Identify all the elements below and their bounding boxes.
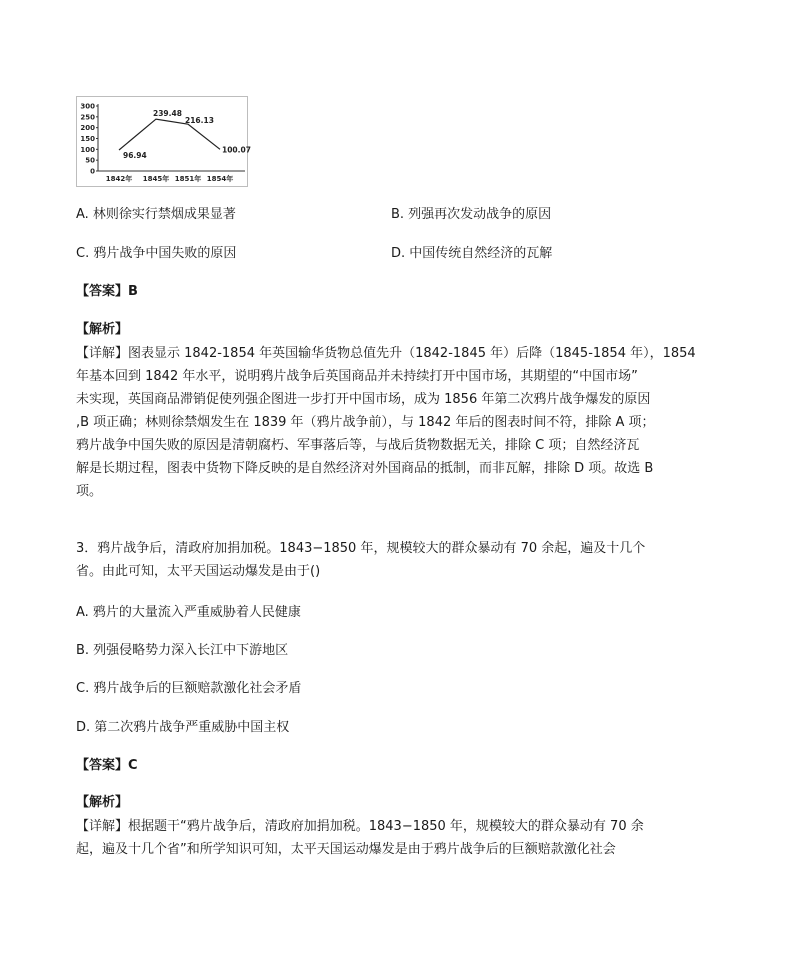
q2-option-c: C. 鸦片战争中国失败的原因 <box>76 246 237 261</box>
q2-option-a: A. 林则徐实行禁烟成果显著 <box>76 207 236 222</box>
y-tick-label: 0 <box>90 167 95 176</box>
y-tick-label: 300 <box>80 102 95 111</box>
q3-stem <box>76 537 645 583</box>
x-tick-label: 1842年 <box>105 175 133 183</box>
x-tick-label: 1854年 <box>206 175 234 183</box>
q2-detail-line: 项。 <box>76 484 103 499</box>
q3-detail <box>76 815 644 861</box>
y-tick-label: 50 <box>85 156 95 165</box>
q2-option-d: D. 中国传统自然经济的瓦解 <box>391 246 553 261</box>
q2-option-b: B. 列强再次发动战争的原因 <box>391 207 552 222</box>
q3-analysis-heading: 【解析】 <box>76 795 129 810</box>
q3-stem-line: 3．鸦片战争后，清政府加捐加税。1843−1850 年，规模较大的群众暴动有 70 余起，遍及十几个 <box>76 541 646 556</box>
q2-detail-line: 鸦片战争中国失败的原因是清朝腐朽、军事落后等，与战后货物数据无关，排除 C 项；自然经济瓦 <box>76 438 640 453</box>
q3-option-c: C. 鸦片战争后的巨额赔款激化社会矛盾 <box>76 681 302 696</box>
data-label: 100.07 <box>222 145 251 155</box>
q3-option-b: B. 列强侵略势力深入长江中下游地区 <box>76 643 289 658</box>
x-tick-label: 1851年 <box>174 175 202 183</box>
y-tick-label: 150 <box>80 135 95 143</box>
x-tick-label: 1845年 <box>142 175 170 183</box>
q3-detail-line: 【详解】根据题干“鸦片战争后，清政府加捐加税。1843−1850 年，规模较大的群众暴动有 70 余 <box>76 819 644 834</box>
q2-detail-line: 未实现，英国商品滞销促使列强企图进一步打开中国市场，成为 1856 年第二次鸦片战争爆发的原因 <box>76 392 651 407</box>
line-chart-svg <box>77 97 251 186</box>
q3-option-a: A. 鸦片的大量流入严重威胁着人民健康 <box>76 605 301 620</box>
data-label: 96.94 <box>123 150 147 160</box>
y-tick-label: 200 <box>80 124 95 133</box>
y-tick-label: 100 <box>80 145 95 154</box>
q3-stem-line: 省。由此可知，太平天国运动爆发是由于() <box>76 564 321 579</box>
data-label: 239.48 <box>153 109 182 119</box>
q2-answer: 【答案】B <box>76 284 138 299</box>
q3-detail-line: 起，遍及十几个省”和所学知识可知，太平天国运动爆发是由于鸦片战争后的巨额赔款激化社会 <box>76 842 616 857</box>
line-chart <box>76 96 251 187</box>
q2-analysis-heading: 【解析】 <box>76 322 129 337</box>
q2-detail <box>76 342 696 503</box>
q2-detail-line: 【详解】图表显示 1842-1854 年英国输华货物总值先升（1842-1845 年）后降（1845-1854 年），1854 <box>76 346 696 361</box>
y-tick-label: 250 <box>80 113 95 122</box>
data-label: 216.13 <box>185 116 214 126</box>
q2-detail-line: 年基本回到 1842 年水平，说明鸦片战争后英国商品并未持续打开中国市场，其期望的“中国市场” <box>76 369 638 384</box>
q2-detail-line: ,B 项正确；林则徐禁烟发生在 1839 年（鸦片战争前），与 1842 年后的图表时间不符，排除 A 项； <box>76 415 655 430</box>
q3-option-d: D. 第二次鸦片战争严重威胁中国主权 <box>76 720 290 735</box>
q3-answer: 【答案】C <box>76 758 138 773</box>
q2-detail-line: 解是长期过程，图表中货物下降反映的是自然经济对外国商品的抵制，而非瓦解，排除 D 项。故选 B <box>76 461 654 476</box>
